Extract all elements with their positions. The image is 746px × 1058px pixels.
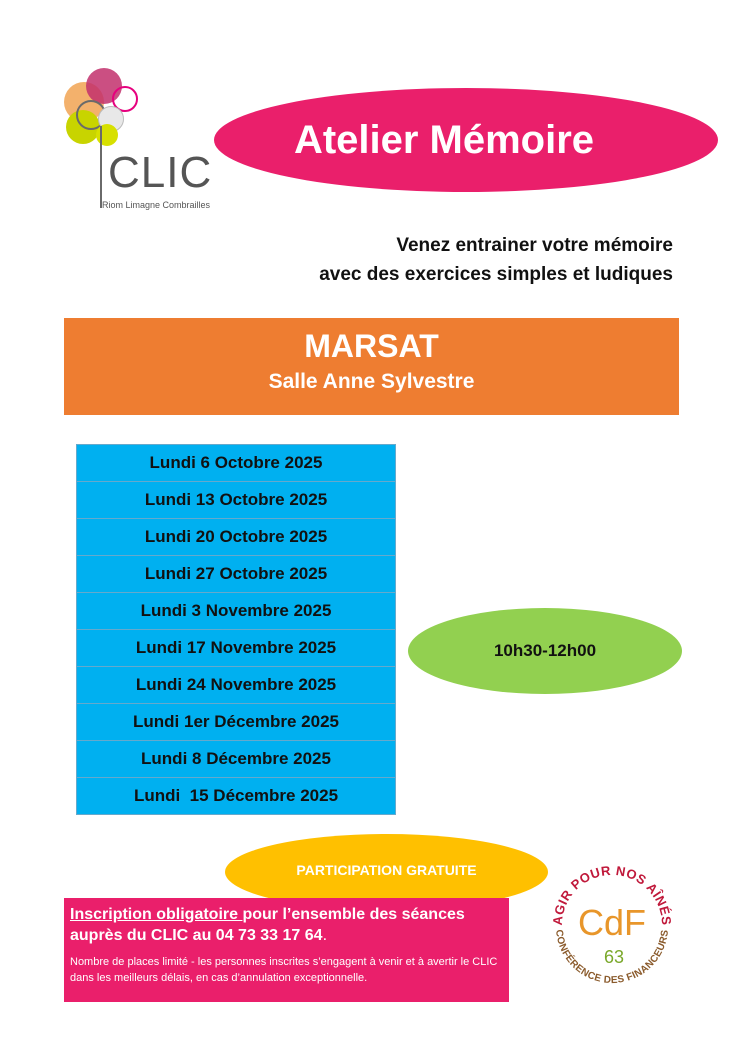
cdf-logo <box>542 855 682 995</box>
registration-details: pour l’ensemble des séances auprès du CLIC au 04 73 33 17 64 <box>70 906 465 944</box>
cdf-top-arc: AGIR POUR NOS AÎNÉS <box>549 862 675 926</box>
date-row: Lundi 3 Novembre 2025 <box>77 593 395 630</box>
venue-banner <box>64 318 679 415</box>
dates-table <box>76 444 396 815</box>
date-row: Lundi 15 Décembre 2025 <box>77 778 395 814</box>
cdf-letters: CdF <box>577 902 647 943</box>
registration-required: Inscription obligatoire <box>70 906 243 923</box>
cdf-bottom-arc: CONFÉRENCE DES FINANCEURS <box>552 929 672 987</box>
date-row: Lundi 8 Décembre 2025 <box>77 741 395 778</box>
clic-logo <box>60 66 220 214</box>
venue-room: Salle Anne Sylvestre <box>268 370 475 393</box>
tagline-line-1: Venez entrainer votre mémoire <box>396 235 673 256</box>
cdf-number: 63 <box>603 947 625 967</box>
registration-note: Nombre de places limité - les personnes inscrites s’engagent à venir et à avertir le CLIC dans les meilleurs délais, en cas d’annulation exceptionnelle. <box>70 956 498 984</box>
logo-wordmark: CLIC <box>108 148 213 197</box>
logo-stem <box>100 126 102 208</box>
time-badge: 10h30-12h00 <box>408 608 682 694</box>
tagline-line-2: avec des exercices simples et ludiques <box>319 264 673 285</box>
date-row: Lundi 6 Octobre 2025 <box>77 445 395 482</box>
venue-city: MARSAT <box>304 328 439 364</box>
date-row: Lundi 20 Octobre 2025 <box>77 519 395 556</box>
date-row: Lundi 24 Novembre 2025 <box>77 667 395 704</box>
participation-label: PARTICIPATION GRATUITE <box>296 862 477 878</box>
registration-box <box>64 898 509 1002</box>
tagline <box>319 231 673 289</box>
page-title: Atelier Mémoire <box>293 117 595 162</box>
logo-subtitle: Riom Limagne Combrailles <box>102 200 211 210</box>
registration-text <box>70 904 503 946</box>
date-row: Lundi 1er Décembre 2025 <box>77 704 395 741</box>
date-row: Lundi 13 Octobre 2025 <box>77 482 395 519</box>
date-row: Lundi 27 Octobre 2025 <box>77 556 395 593</box>
registration-period: . <box>322 927 328 944</box>
date-row: Lundi 17 Novembre 2025 <box>77 630 395 667</box>
